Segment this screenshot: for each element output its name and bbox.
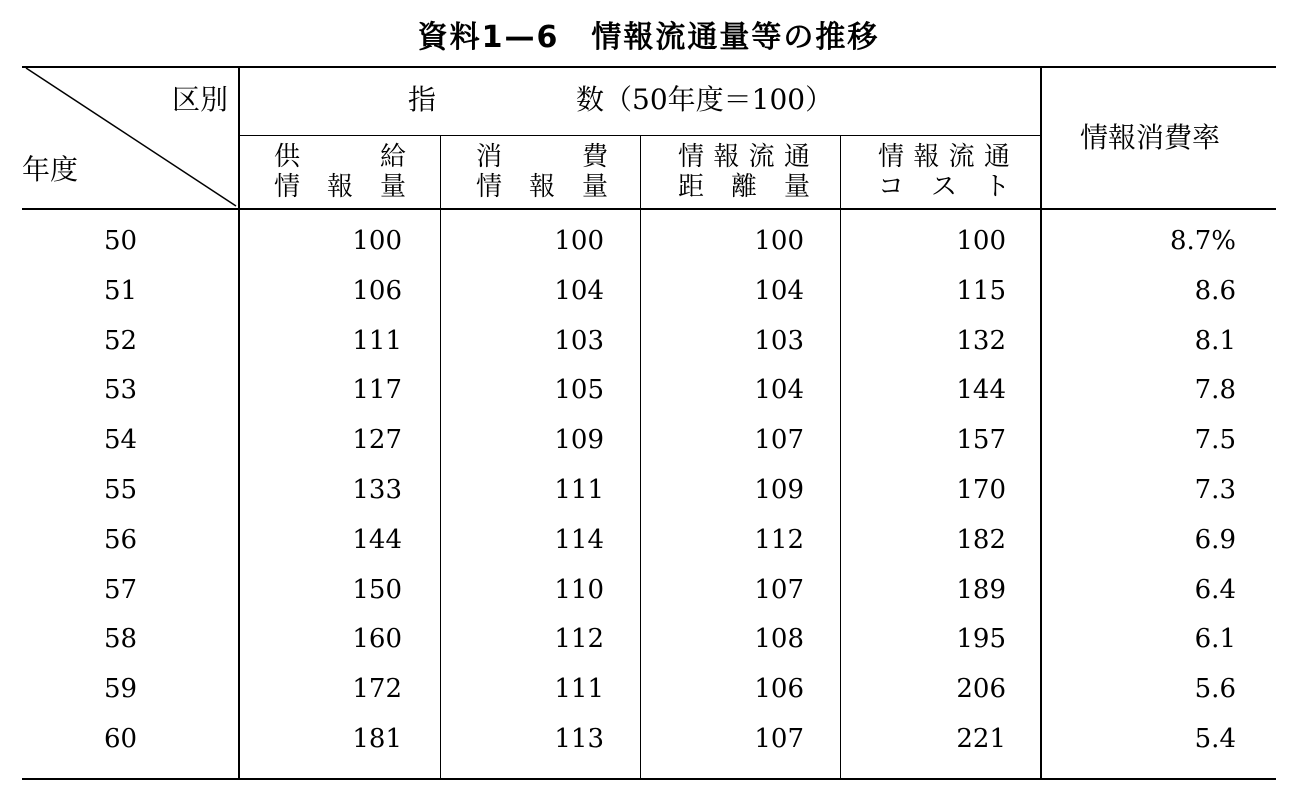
- cell-cost: 100: [956, 226, 1006, 256]
- cell-distance: 112: [754, 524, 804, 555]
- table-title: 資料1—6 情報流通量等の推移: [417, 20, 880, 55]
- row-year: 58: [104, 624, 138, 655]
- cell-cost: 115: [956, 275, 1006, 306]
- cell-consumption: 110: [554, 574, 604, 605]
- rate-column-divider: [1040, 66, 1042, 778]
- row-year: 50: [104, 226, 138, 256]
- cell-distance: 100: [754, 226, 804, 256]
- cell-cost: 195: [956, 624, 1006, 655]
- cell-rate: 6.1: [1194, 624, 1236, 655]
- cell-cost: 182: [956, 524, 1006, 555]
- cell-supply: 133: [352, 475, 402, 505]
- kubetsu-label: 区別: [172, 83, 229, 116]
- cell-consumption: 112: [554, 624, 604, 655]
- cost-header-line1: 情報流通: [878, 142, 1010, 172]
- cell-supply: 127: [352, 425, 402, 456]
- cell-supply: 117: [352, 375, 402, 406]
- nendo-label: 年度: [22, 153, 79, 186]
- cell-cost: 206: [956, 674, 1006, 705]
- row-year: 51: [104, 275, 138, 306]
- cell-supply: 106: [352, 275, 402, 306]
- cell-supply: 100: [352, 226, 402, 256]
- distance-header-line1: 情報流通: [678, 142, 810, 172]
- supply-header-line1: 供 給: [274, 142, 406, 172]
- cell-distance: 108: [754, 624, 804, 655]
- cell-consumption: 100: [554, 226, 604, 256]
- column-divider-2: [640, 135, 641, 778]
- cell-supply: 181: [352, 724, 402, 754]
- cell-rate: 7.8: [1194, 375, 1236, 406]
- data-table: [22, 66, 1276, 782]
- cell-rate: 6.4: [1194, 574, 1236, 605]
- cell-rate: 8.6: [1194, 275, 1236, 306]
- cell-rate: 7.3: [1194, 475, 1236, 505]
- cell-consumption: 111: [554, 475, 604, 505]
- supply-header-line2: 情報量: [274, 172, 406, 202]
- cell-cost: 189: [956, 574, 1006, 605]
- cell-distance: 103: [754, 325, 804, 356]
- cell-distance: 107: [754, 425, 804, 456]
- cell-supply: 160: [352, 624, 402, 655]
- index-group-header: 指 数（50年度＝100）: [408, 83, 834, 116]
- cell-consumption: 114: [554, 524, 604, 555]
- cell-consumption: 109: [554, 425, 604, 456]
- cell-supply: 111: [352, 325, 402, 356]
- cell-rate: 8.7%: [1169, 226, 1236, 256]
- row-year: 59: [104, 674, 138, 705]
- row-year: 60: [104, 724, 138, 754]
- cell-rate: 8.1: [1194, 325, 1236, 356]
- distance-header-line2: 距離量: [678, 172, 810, 202]
- cell-cost: 132: [956, 325, 1006, 356]
- cell-distance: 107: [754, 724, 804, 754]
- row-year: 53: [104, 375, 138, 406]
- consumption-header-line1: 消 費: [476, 142, 608, 172]
- cell-consumption: 103: [554, 325, 604, 356]
- row-year: 57: [104, 574, 138, 605]
- row-year: 52: [104, 325, 138, 356]
- cost-header-line2: コスト: [878, 172, 1010, 202]
- cell-distance: 104: [754, 375, 804, 406]
- cell-rate: 5.4: [1194, 724, 1236, 754]
- cell-cost: 144: [956, 375, 1006, 406]
- cell-supply: 150: [352, 574, 402, 605]
- bottom-rule: [22, 778, 1276, 780]
- row-year: 55: [104, 475, 138, 505]
- cell-distance: 107: [754, 574, 804, 605]
- column-divider-1: [440, 135, 441, 778]
- column-divider-3: [840, 135, 841, 778]
- row-year: 56: [104, 524, 138, 555]
- cell-distance: 109: [754, 475, 804, 505]
- cell-supply: 172: [352, 674, 402, 705]
- cell-rate: 5.6: [1194, 674, 1236, 705]
- cell-cost: 170: [956, 475, 1006, 505]
- cell-distance: 104: [754, 275, 804, 306]
- cell-cost: 221: [956, 724, 1006, 754]
- cell-consumption: 111: [554, 674, 604, 705]
- row-year: 54: [104, 425, 138, 456]
- cell-consumption: 105: [554, 375, 604, 406]
- cell-distance: 106: [754, 674, 804, 705]
- cell-consumption: 113: [554, 724, 604, 754]
- cell-rate: 7.5: [1194, 425, 1236, 456]
- cell-supply: 144: [352, 524, 402, 555]
- cell-rate: 6.9: [1194, 524, 1236, 555]
- cell-consumption: 104: [554, 275, 604, 306]
- cell-cost: 157: [956, 425, 1006, 456]
- consumption-rate-header: 情報消費率: [1080, 121, 1221, 154]
- consumption-header-line2: 情報量: [476, 172, 608, 202]
